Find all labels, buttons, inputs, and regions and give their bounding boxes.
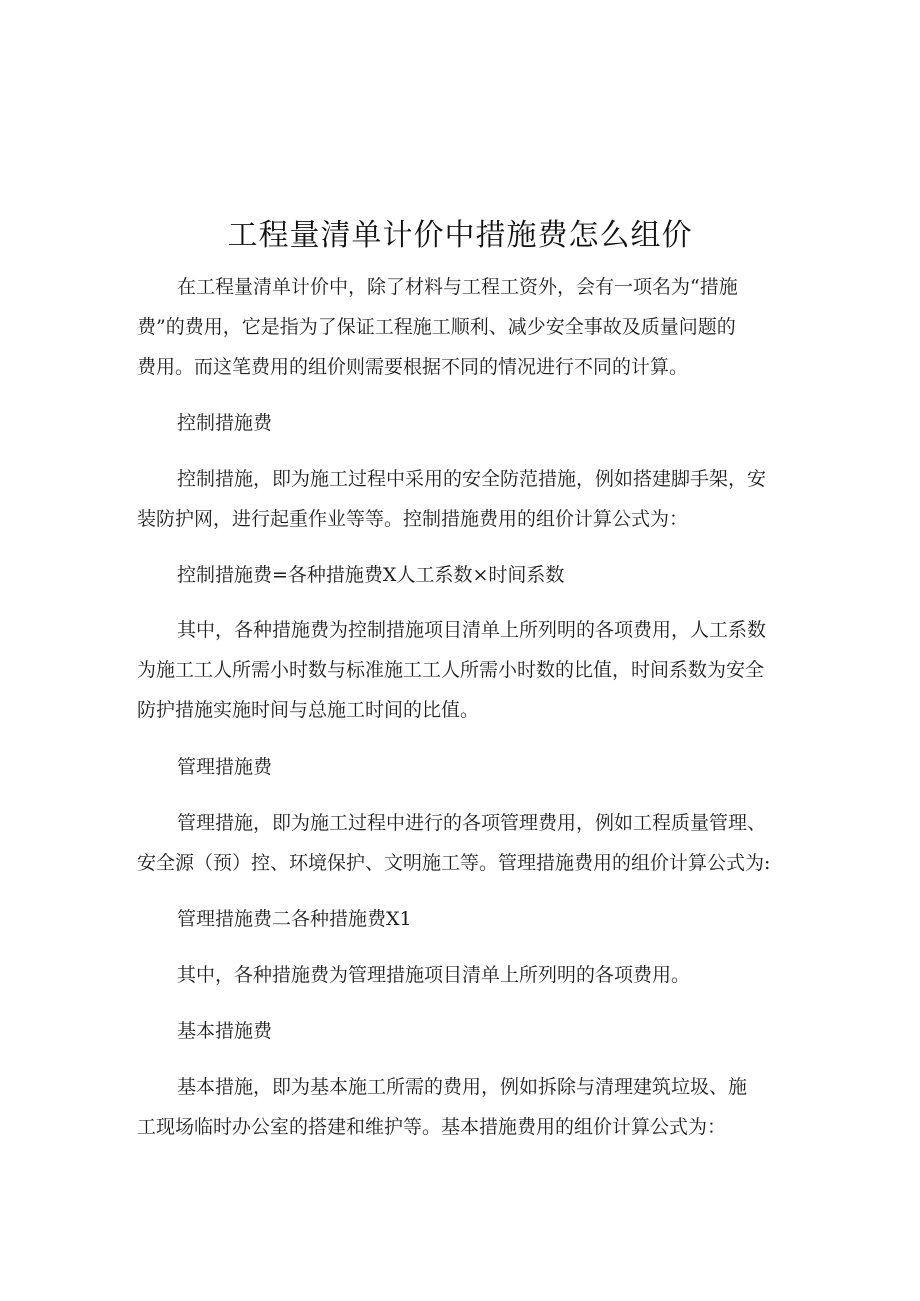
- paragraph-line: 安全源（预）控、环境保护、文明施工等。管理措施费用的组价计算公式为:: [137, 852, 771, 874]
- paragraph-line: 防护措施实施时间与总施工时间的比值。: [137, 699, 480, 721]
- formula-line: 管理措施费二各种措施费X1: [177, 908, 412, 930]
- paragraph-line: 其中，各种措施费为控制措施项目清单上所列明的各项费用，人工系数: [177, 619, 767, 641]
- formula-line: 控制措施费=各种措施费X人工系数×时间系数: [177, 564, 565, 586]
- section-heading: 控制措施费: [177, 412, 273, 434]
- section-heading: 管理措施费: [177, 756, 273, 778]
- paragraph-line: 费”的费用，它是指为了保证工程施工顺利、减少安全事故及质量问题的: [137, 316, 736, 338]
- paragraph-line: 控制措施，即为施工过程中采用的安全防范措施，例如搭建脚手架，安: [177, 468, 767, 490]
- paragraph-line: 工现场临时办公室的搭建和维护等。基本措施费用的组价计算公式为：: [137, 1116, 727, 1138]
- paragraph-line: 为施工工人所需小时数与标准施工工人所需小时数的比值，时间系数为安全: [137, 659, 765, 681]
- paragraph-line: 管理措施，即为施工过程中进行的各项管理费用，例如工程质量管理、: [177, 812, 767, 834]
- paragraph-line: 基本措施，即为基本施工所需的费用，例如拆除与清理建筑垃圾、施: [177, 1076, 748, 1098]
- paragraph-line: 其中，各种措施费为管理措施项目清单上所列明的各项费用。: [177, 964, 691, 986]
- paragraph-line: 费用。而这笔费用的组价则需要根据不同的情况进行不同的计算。: [137, 356, 689, 378]
- document-title: 工程量清单计价中措施费怎么组价: [227, 218, 693, 253]
- paragraph-line: 装防护网，进行起重作业等等。控制措施费用的组价计算公式为：: [137, 508, 689, 530]
- section-heading: 基本措施费: [177, 1020, 273, 1042]
- paragraph-line: 在工程量清单计价中，除了材料与工程工资外，会有一项名为“措施: [177, 276, 738, 298]
